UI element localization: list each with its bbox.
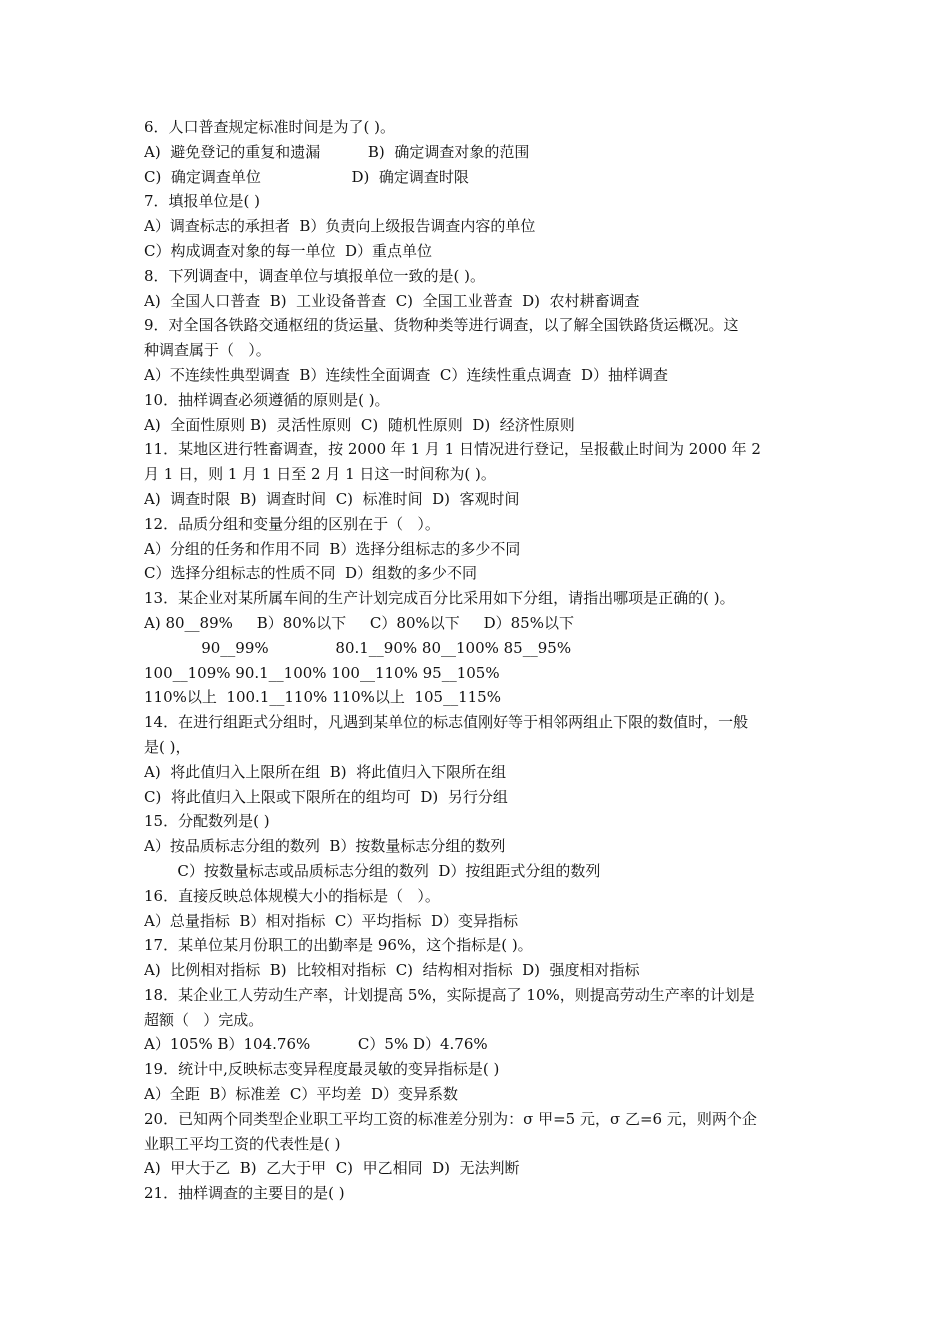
text-line: C）选择分组标志的性质不同 D）组数的多少不同: [144, 564, 478, 583]
text-line: A) 甲大于乙 B) 乙大于甲 C) 甲乙相同 D) 无法判断: [144, 1159, 520, 1178]
text-line: 6．人口普查规定标准时间是为了( )。: [144, 118, 396, 136]
text-line: 90__99% 80.1__90% 80__100% 85__95%: [144, 638, 572, 657]
text-line: 18．某企业工人劳动生产率，计划提高 5%，实际提高了 10%，则提高劳动生产率的计划是: [144, 985, 755, 1004]
text-line: C）构成调查对象的每一单位 D）重点单位: [144, 241, 433, 260]
text-line: 110%以上 100.1__110% 110%以上 105__115%: [144, 688, 501, 707]
text-line: 17．某单位某月份职工的出勤率是 96%，这个指标是( )。: [144, 936, 533, 955]
text-line: 9．对全国各铁路交通枢纽的货运量、货物种类等进行调查，以了解全国铁路货运概况。这: [144, 316, 739, 335]
text-line: 8．下列调查中，调查单位与填报单位一致的是( )。: [144, 266, 486, 285]
text-line: C) 将此值归入上限或下限所在的组均可 D) 另行分组: [144, 787, 508, 806]
text-line: 月 1 日，则 1 月 1 日至 2 月 1 日这一时间称为( )。: [144, 465, 496, 484]
text-line: A）按品质标志分组的数列 B）按数量标志分组的数列: [144, 837, 506, 856]
text-line: 12．品质分组和变量分组的区别在于（ ）。: [144, 514, 440, 533]
text-line: C）按数量标志或品质标志分组的数列 D）按组距式分组的数列: [144, 861, 601, 880]
text-line: 10．抽样调查必须遵循的原则是( )。: [144, 390, 390, 409]
text-line: 21．抽样调查的主要目的是( ): [144, 1184, 345, 1203]
text-line: C) 确定调查单位 D) 确定调查时限: [144, 167, 469, 186]
text-line: 14．在进行组距式分组时，凡遇到某单位的标志值刚好等于相邻两组止下限的数值时，一般: [144, 713, 749, 732]
text-line: A）不连续性典型调查 B）连续性全面调查 C）连续性重点调查 D）抽样调查: [144, 365, 668, 384]
text-line: A) 80__89% B）80%以下 C）80%以下 D）85%以下: [144, 613, 574, 632]
text-line: 15．分配数列是( ): [144, 812, 270, 831]
document-page: [144, 115, 812, 1206]
text-line: A）分组的任务和作用不同 B）选择分组标志的多少不同: [144, 539, 521, 558]
text-line: A）全距 B）标准差 C）平均差 D）变异系数: [144, 1085, 458, 1104]
text-line: A) 避免登记的重复和遗漏 B) 确定调查对象的范围: [144, 142, 530, 161]
text-line: A) 比例相对指标 B) 比较相对指标 C) 结构相对指标 D) 强度相对指标: [144, 961, 640, 980]
text-line: A) 将此值归入上限所在组 B) 将此值归入下限所在组: [144, 762, 507, 781]
text-line: 种调查属于（ ）。: [144, 341, 271, 360]
text-line: A) 调查时限 B) 调查时间 C) 标准时间 D) 客观时间: [144, 489, 520, 508]
text-line: 100__109% 90.1__100% 100__110% 95__105%: [144, 663, 500, 682]
text-line: 16．直接反映总体规模大小的指标是（ ）。: [144, 886, 440, 905]
text-line: 是( )，: [144, 737, 191, 756]
text-line: 业职工平均工资的代表性是( ): [144, 1134, 341, 1153]
text-line: A）总量指标 B）相对指标 C）平均指标 D）变异指标: [144, 911, 518, 930]
text-line: A) 全面性原则 B) 灵活性原则 C) 随机性原则 D) 经济性原则: [144, 415, 575, 434]
text-line: 11．某地区进行牲畜调查，按 2000 年 1 月 1 日情况进行登记，呈报截止时间为 2000 年 2: [144, 440, 761, 459]
text-line: 13．某企业对某所属车间的生产计划完成百分比采用如下分组，请指出哪项是正确的( )。: [144, 589, 735, 608]
text-line: A) 全国人口普查 B) 工业设备普查 C) 全国工业普查 D) 农村耕畜调查: [144, 291, 640, 310]
text-line: 超额（ ）完成。: [144, 1010, 264, 1029]
text-line: A）105% B）104.76% C）5% D）4.76%: [144, 1035, 488, 1054]
text-line: 19．统计中,反映标志变异程度最灵敏的变异指标是( ): [144, 1060, 500, 1079]
text-line: 7．填报单位是( ): [144, 192, 261, 211]
text-line: A）调查标志的承担者 B）负责向上级报告调查内容的单位: [144, 217, 536, 236]
text-line: 20．已知两个同类型企业职工平均工资的标准差分别为：σ 甲=5 元，σ 乙=6 元，则两个企: [144, 1109, 757, 1128]
